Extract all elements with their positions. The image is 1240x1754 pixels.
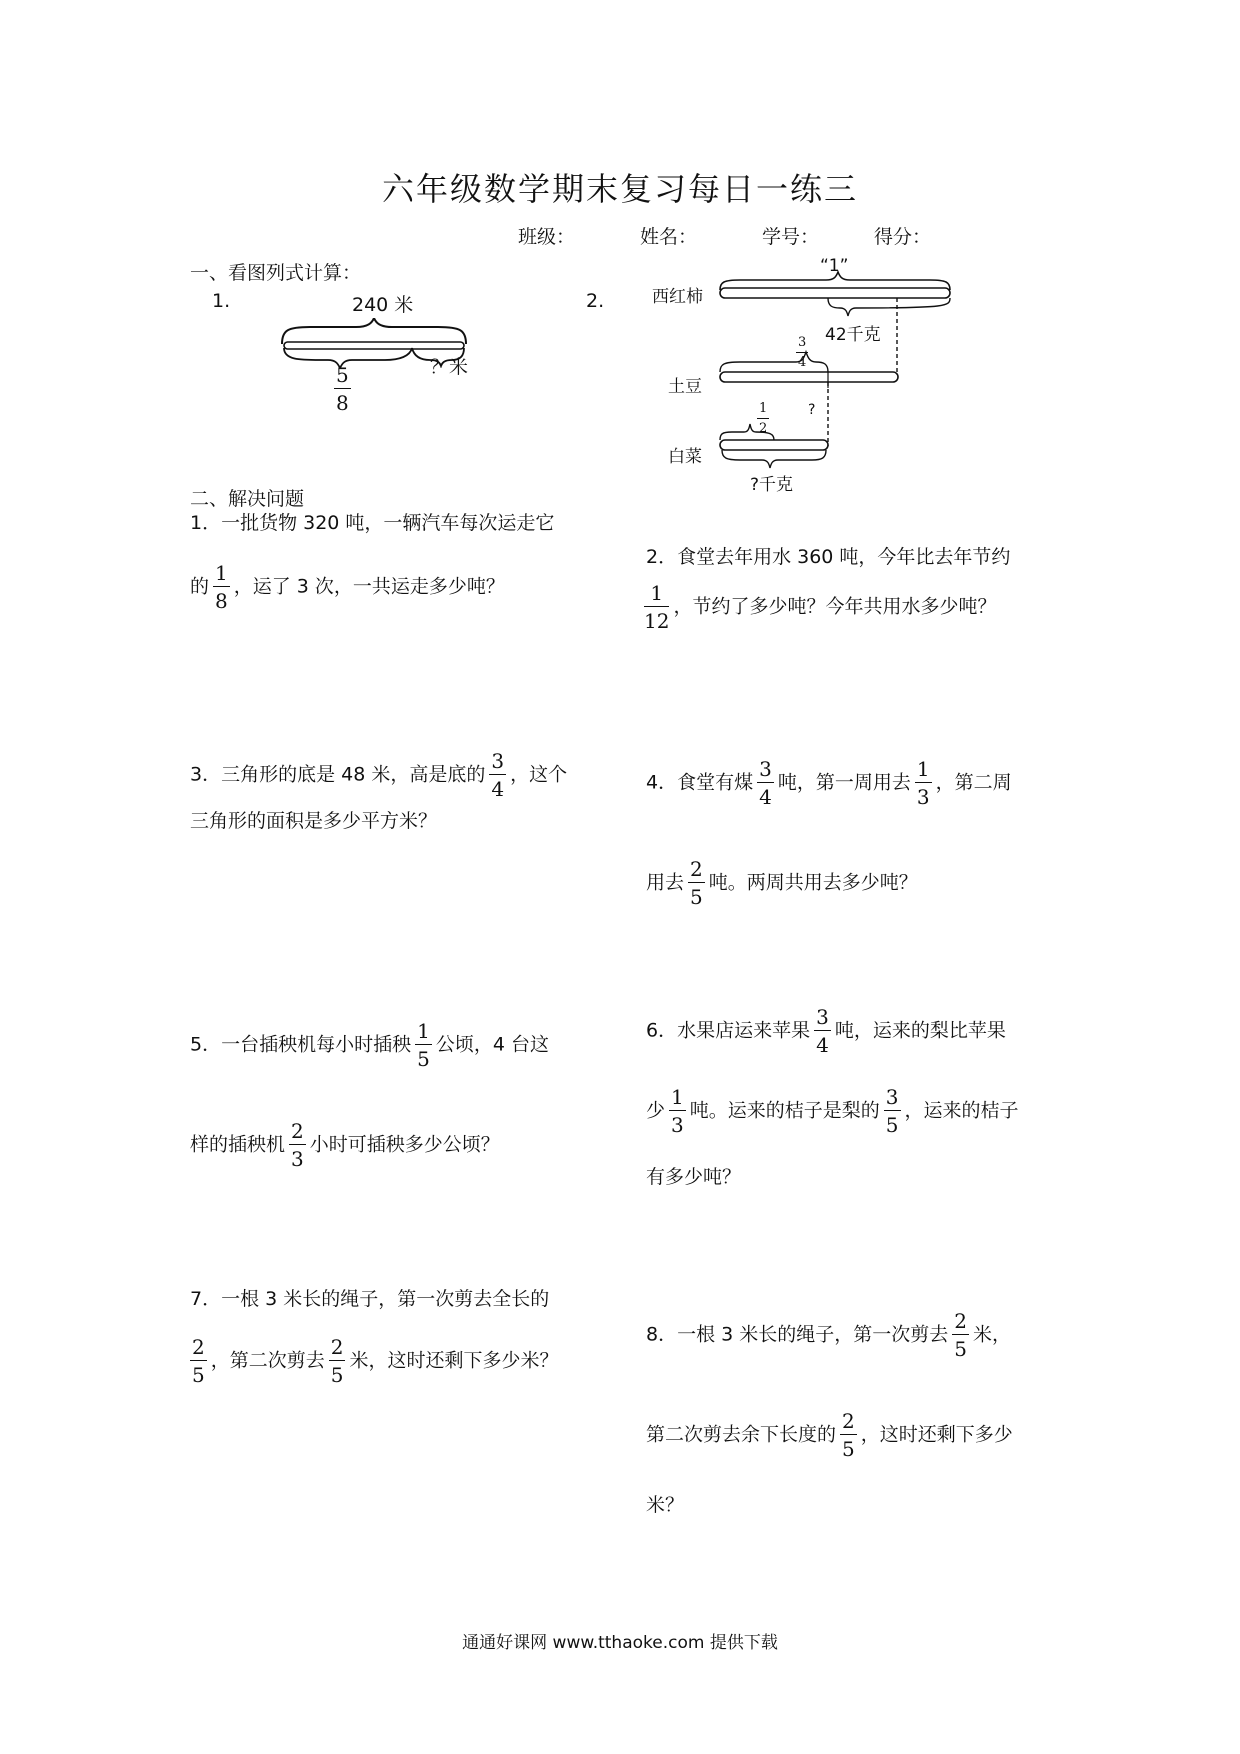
class-field-label: 班级： [518,226,576,248]
problem4-fraction1: $\frac{3}{4}$ [759,757,772,809]
diagram2-bars [700,268,960,488]
problem5-fraction2: $\frac{2}{3}$ [291,1119,304,1171]
problem3-fraction: $\frac{3}{4}$ [491,749,505,801]
problem7-line1: 7．一根 3 米长的绳子，第一次剪去全长的 [190,1288,550,1310]
cabbage-label: 白菜 [668,447,702,467]
diagram2-one-label: “1” [820,256,849,276]
tomato-part-label: 42千克 [825,325,881,345]
page-title: 六年级数学期末复习每日一练三 [381,170,858,208]
diagram1-unknown-label: ？米 [430,356,469,378]
diagram2-number: 2. [586,290,605,312]
problem6-fraction3: $\frac{3}{5}$ [885,1085,899,1137]
section2-heading: 二、解决问题 [190,488,305,510]
problem4-fraction2: $\frac{1}{3}$ [916,757,930,809]
score-field-label: 得分： [874,226,932,248]
problem4-line1: 4．食堂有煤 $\frac{3}{4}$ 吨，第一周用去 $\frac{1}{3}$ ，第二周 [646,757,1012,809]
problem5-line2: 样的插秧机 $\frac{2}{3}$ 小时可插秧多少公顷？ [190,1119,500,1171]
footer-credit: 通通好课网 www.tthaoke.com 提供下载 [462,1633,778,1653]
problem8-line2: 第二次剪去余下长度的 $\frac{2}{5}$ ，这时还剩下多少 [646,1409,1013,1461]
problem6-line2: 少 $\frac{1}{3}$ 吨。运来的桔子是梨的 $\frac{3}{5}$ ，运来的桔子 [646,1085,1019,1137]
problem5-fraction1: $\frac{1}{5}$ [417,1019,430,1071]
problem2-line2: $\frac{1}{12}$ ，节约了多少吨？今年共用水多少吨？ [644,581,997,633]
potato-fraction: $\frac{3}{4}$ [798,335,807,371]
problem6-fraction2: $\frac{1}{3}$ [671,1085,684,1137]
problem6-line1: 6．水果店运来苹果 $\frac{3}{4}$ 吨，运来的梨比苹果 [646,1005,1006,1057]
problem2-fraction: $\frac{1}{12}$ [644,581,670,633]
section1-heading: 一、看图列式计算： [190,262,362,284]
cabbage-unknown-mark: ? [808,402,816,418]
cabbage-fraction: $\frac{1}{2}$ [759,401,768,437]
problem4-fraction3: $\frac{2}{5}$ [690,857,703,909]
problem6-line3: 有多少吨？ [646,1166,742,1188]
problem1-line2: 的 $\frac{1}{8}$ ，运了 3 次，一共运走多少吨？ [190,561,505,613]
problem7-line2: $\frac{2}{5}$ ，第二次剪去 $\frac{2}{5}$ 米，这时还剩下多少米？ [192,1335,559,1387]
diagram1-number: 1. [212,290,231,312]
diagram1-total-label: 240 米 [352,294,414,316]
problem7-fraction1: $\frac{2}{5}$ [192,1335,205,1387]
problem8-fraction1: $\frac{2}{5}$ [954,1309,967,1361]
problem5-line1: 5．一台插秧机每小时插秧 $\frac{1}{5}$ 公顷，4 台这 [190,1019,549,1071]
cabbage-part-label: ?千克 [750,475,794,495]
problem8-line1: 8．一根 3 米长的绳子，第一次剪去 $\frac{2}{5}$ 米， [646,1309,1012,1361]
problem8-line3: 米？ [646,1494,685,1516]
problem4-line2: 用去 $\frac{2}{5}$ 吨。两周共用去多少吨？ [646,857,918,909]
problem1-line1: 1．一批货物 320 吨，一辆汽车每次运走它 [190,512,555,534]
name-field-label: 姓名： [640,226,698,248]
diagram1-fraction: $\frac{5}{8}$ [336,363,349,415]
tomato-label: 西红柿 [652,287,703,307]
problem7-fraction2: $\frac{2}{5}$ [330,1335,344,1387]
problem1-fraction: $\frac{1}{8}$ [215,561,228,613]
problem6-fraction1: $\frac{3}{4}$ [816,1005,829,1057]
problem3-line1: 3．三角形的底是 48 米，高是底的 $\frac{3}{4}$ ，这个 [190,749,568,801]
potato-label: 土豆 [668,377,702,397]
problem8-fraction2: $\frac{2}{5}$ [842,1409,855,1461]
problem2-line1: 2．食堂去年用水 360 吨，今年比去年节约 [646,546,1011,568]
number-field-label: 学号： [762,226,820,248]
problem3-line2: 三角形的面积是多少平方米？ [190,810,438,832]
